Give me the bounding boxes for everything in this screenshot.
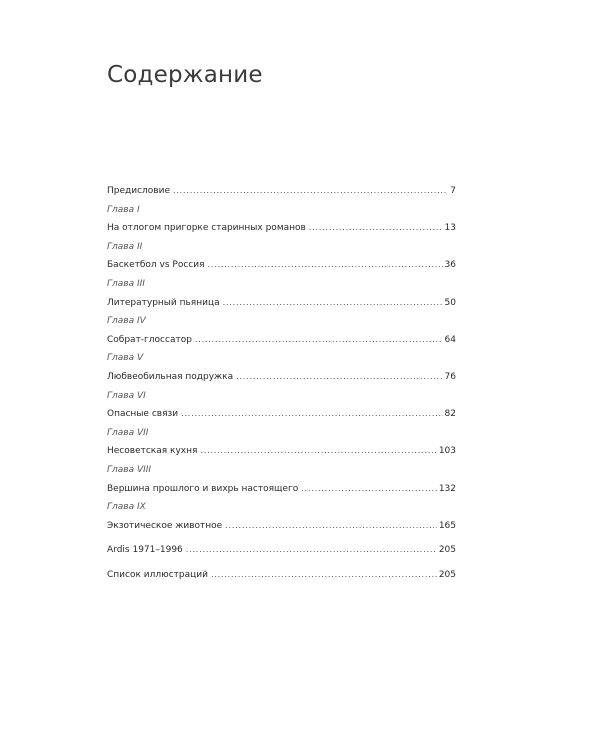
toc-chapter-label-6: Глава VI <box>107 390 146 401</box>
toc-entry-title: Баскетбол vs Россия <box>107 260 205 271</box>
toc-entry-title: Любвеобильная подружка <box>107 371 234 382</box>
toc-entry-title: Ardis 1971–1996 <box>107 545 183 556</box>
dot-leader <box>225 517 437 536</box>
toc-entry-title: Вершина прошлого и вихрь настоящего <box>107 483 299 494</box>
toc-entry-title: Экзотическое животное <box>107 520 223 531</box>
toc-entry-page: 76 <box>444 371 456 382</box>
toc-entry-page: 50 <box>444 297 456 308</box>
dot-leader <box>173 182 448 201</box>
toc-chapter-label-9: Глава IX <box>107 502 146 513</box>
toc-entry-title: Несоветская кухня <box>107 446 198 457</box>
toc-entry-chapter-3[interactable] <box>107 294 456 313</box>
toc-entry-page: 13 <box>444 223 456 234</box>
toc-entry-title: Опасные связи <box>107 409 179 420</box>
toc-chapter-label-8: Глава VIII <box>107 464 152 475</box>
toc-entry-page: 82 <box>444 409 456 420</box>
dot-leader <box>309 219 443 238</box>
toc-entry-page: 165 <box>438 520 456 531</box>
dot-leader <box>301 480 437 499</box>
toc-entry-page: 205 <box>438 545 456 556</box>
toc-chapter-label-1: Глава I <box>107 204 140 215</box>
toc-entry-page: 7 <box>450 186 456 196</box>
toc-entry-page: 64 <box>444 334 456 345</box>
dot-leader <box>211 566 437 585</box>
dot-leader <box>223 294 443 313</box>
toc-entry-chapter-5[interactable] <box>107 368 456 387</box>
toc-entry-ardis[interactable] <box>107 541 456 560</box>
toc-entry-page: 103 <box>438 446 456 457</box>
toc-entry-title: Собрат-глоссатор <box>107 334 192 345</box>
toc-entry-chapter-7[interactable] <box>107 442 456 461</box>
toc-chapter-label-2: Глава II <box>107 241 143 252</box>
dot-leader <box>208 256 443 275</box>
toc-entry-chapter-2[interactable] <box>107 256 456 275</box>
toc-chapter-label-3: Глава III <box>107 278 145 289</box>
toc-entry-page: 132 <box>438 483 456 494</box>
toc-entry-illustrations[interactable] <box>107 566 456 585</box>
toc-chapter-label-4: Глава IV <box>107 316 146 327</box>
toc-entry-chapter-8[interactable] <box>107 480 456 499</box>
dot-leader <box>181 405 442 424</box>
toc-entry-page: 205 <box>438 569 456 580</box>
toc-entry-preface[interactable] <box>107 182 456 201</box>
toc-chapter-label-5: Глава V <box>107 353 144 364</box>
toc-entry-chapter-4[interactable] <box>107 331 456 350</box>
toc-entry-chapter-6[interactable] <box>107 405 456 424</box>
dot-leader <box>186 541 437 560</box>
toc-entry-title: Литературный пьяница <box>107 297 220 308</box>
toc-entry-title: На отлогом пригорке старинных романов <box>107 223 306 234</box>
table-of-contents <box>107 182 456 584</box>
page-title: Содержание <box>107 62 263 88</box>
toc-entry-title: Предисловие <box>107 186 170 196</box>
toc-entry-page: 36 <box>444 260 456 271</box>
toc-entry-title: Список иллюстраций <box>107 569 208 580</box>
dot-leader <box>200 442 436 461</box>
toc-entry-chapter-9[interactable] <box>107 517 456 536</box>
dot-leader <box>195 331 443 350</box>
toc-chapter-label-7: Глава VII <box>107 427 149 438</box>
toc-entry-chapter-1[interactable] <box>107 219 456 238</box>
dot-leader <box>236 368 442 387</box>
